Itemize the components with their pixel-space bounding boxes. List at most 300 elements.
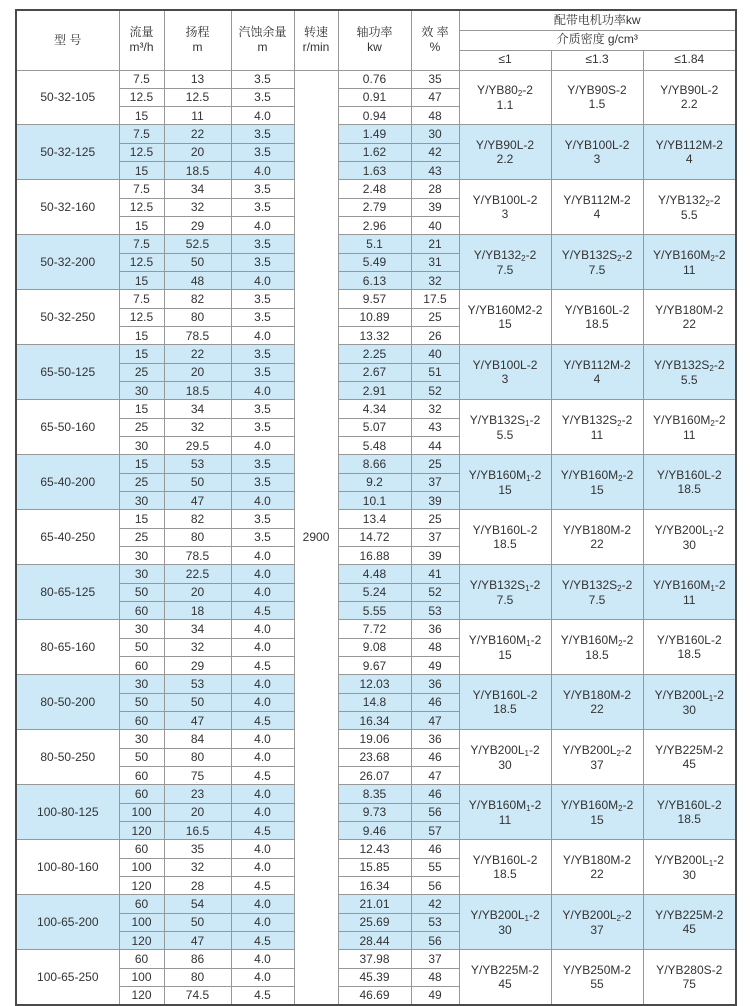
head-cell: 18.5 — [164, 382, 231, 400]
motor-model: Y/YB160L-2 — [656, 468, 722, 483]
motor-kw: 2.2 — [496, 152, 514, 167]
motor-cell — [551, 235, 643, 290]
power-cell: 12.43 — [338, 840, 411, 858]
eff-cell: 43 — [411, 162, 459, 180]
motor-cell — [551, 510, 643, 565]
head-cell: 78.5 — [164, 547, 231, 565]
motor-model: Y/YB132S2-2 — [561, 577, 633, 593]
motor-cell — [643, 895, 736, 950]
motor-cell — [643, 565, 736, 620]
power-cell: 45.39 — [338, 968, 411, 986]
head-cell: 80 — [164, 968, 231, 986]
head-cell: 29.5 — [164, 437, 231, 455]
motor-model: Y/YB160M1-2 — [468, 467, 542, 483]
motor-kw: 18.5 — [493, 537, 517, 552]
table-row — [16, 895, 736, 913]
motor-kw: 5.5 — [496, 427, 514, 442]
motor-cell — [643, 785, 736, 840]
flow-cell: 25 — [119, 528, 164, 546]
motor-kw: 22 — [590, 867, 604, 882]
header-speed-unit: r/min — [302, 40, 330, 55]
head-cell: 50 — [164, 913, 231, 931]
model-cell: 50-32-105 — [16, 70, 119, 125]
eff-cell: 56 — [411, 803, 459, 821]
table-row — [16, 70, 736, 88]
head-cell: 22 — [164, 345, 231, 363]
model-cell: 80-65-125 — [16, 565, 119, 620]
head-cell: 32 — [164, 418, 231, 436]
motor-cell — [643, 70, 736, 125]
motor-model: Y/YB90L-2 — [660, 83, 719, 98]
subscript-digit: 2 — [618, 803, 623, 813]
flow-cell: 25 — [119, 473, 164, 491]
head-cell: 53 — [164, 675, 231, 693]
flow-cell: 30 — [119, 547, 164, 565]
motor-model: Y/YB132S2-2 — [561, 247, 633, 263]
subscript-digit: 2 — [705, 198, 710, 208]
power-cell: 23.68 — [338, 748, 411, 766]
motor-kw: 11 — [683, 427, 696, 442]
npsh-cell: 4.0 — [231, 913, 294, 931]
motor-cell — [459, 675, 551, 730]
head-cell: 34 — [164, 180, 231, 198]
spec-table-header — [16, 10, 736, 70]
head-cell: 80 — [164, 308, 231, 326]
eff-cell: 36 — [411, 675, 459, 693]
motor-model: Y/YB100L-2 — [472, 193, 538, 208]
motor-kw: 7.5 — [496, 592, 514, 607]
subscript-digit: 1 — [525, 418, 530, 428]
head-cell: 32 — [164, 858, 231, 876]
subscript-digit: 1 — [526, 473, 531, 483]
npsh-cell: 4.0 — [231, 968, 294, 986]
motor-cell — [459, 840, 551, 895]
motor-cell — [459, 345, 551, 400]
eff-cell: 32 — [411, 400, 459, 418]
motor-cell — [459, 455, 551, 510]
flow-cell: 30 — [119, 382, 164, 400]
flow-cell: 25 — [119, 363, 164, 381]
motor-cell — [643, 180, 736, 235]
motor-cell — [643, 400, 736, 455]
model-cell: 65-50-125 — [16, 345, 119, 400]
motor-kw: 4 — [593, 372, 601, 387]
head-cell: 50 — [164, 473, 231, 491]
eff-cell: 52 — [411, 382, 459, 400]
power-cell: 10.89 — [338, 308, 411, 326]
npsh-cell: 4.5 — [231, 711, 294, 729]
power-cell: 16.34 — [338, 876, 411, 894]
motor-kw: 4 — [593, 207, 601, 222]
motor-cell — [459, 510, 551, 565]
motor-model: Y/YB160L-2 — [564, 303, 630, 318]
motor-cell — [459, 785, 551, 840]
flow-cell: 15 — [119, 217, 164, 235]
motor-model: Y/YB1322-2 — [473, 247, 537, 263]
subscript-digit: 1 — [526, 803, 531, 813]
power-cell: 9.73 — [338, 803, 411, 821]
motor-kw: 3 — [593, 152, 601, 167]
motor-kw: 18.5 — [493, 867, 517, 882]
power-cell: 12.03 — [338, 675, 411, 693]
power-cell: 21.01 — [338, 895, 411, 913]
flow-cell: 15 — [119, 400, 164, 418]
motor-kw: 18.5 — [585, 317, 609, 332]
table-row — [16, 620, 736, 638]
head-cell: 54 — [164, 895, 231, 913]
power-cell: 4.48 — [338, 565, 411, 583]
npsh-cell: 4.0 — [231, 620, 294, 638]
head-cell: 47 — [164, 711, 231, 729]
motor-model: Y/YB200L2-2 — [562, 907, 632, 923]
flow-cell: 7.5 — [119, 290, 164, 308]
motor-kw: 18.5 — [493, 702, 517, 717]
eff-cell: 47 — [411, 88, 459, 106]
motor-kw: 45 — [682, 922, 696, 937]
motor-model: Y/YB250M-2 — [562, 962, 632, 977]
npsh-cell: 3.5 — [231, 235, 294, 253]
eff-cell: 55 — [411, 858, 459, 876]
flow-cell: 120 — [119, 986, 164, 1004]
motor-model: Y/YB160M2-2 — [560, 467, 634, 483]
eff-cell: 35 — [411, 70, 459, 88]
power-cell: 13.32 — [338, 327, 411, 345]
power-cell: 8.66 — [338, 455, 411, 473]
motor-kw: 5.5 — [680, 207, 698, 222]
head-cell: 74.5 — [164, 986, 231, 1004]
head-cell: 18 — [164, 602, 231, 620]
motor-model: Y/YB160M1-2 — [468, 797, 542, 813]
motor-model: Y/YB90L-2 — [475, 138, 535, 153]
head-cell: 47 — [164, 931, 231, 949]
table-row — [16, 180, 736, 198]
npsh-cell: 3.5 — [231, 70, 294, 88]
table-row — [16, 400, 736, 418]
power-cell: 9.08 — [338, 638, 411, 656]
table-row — [16, 675, 736, 693]
flow-cell: 12.5 — [119, 88, 164, 106]
eff-cell: 37 — [411, 528, 459, 546]
motor-cell — [643, 510, 736, 565]
power-cell: 46.69 — [338, 986, 411, 1004]
npsh-cell: 4.0 — [231, 583, 294, 601]
motor-model: Y/YB160M2-2 — [560, 632, 634, 648]
npsh-cell: 4.5 — [231, 657, 294, 675]
npsh-cell: 3.5 — [231, 363, 294, 381]
model-cell: 100-80-160 — [16, 840, 119, 895]
npsh-cell: 3.5 — [231, 400, 294, 418]
power-cell: 37.98 — [338, 950, 411, 968]
head-cell: 35 — [164, 840, 231, 858]
motor-cell — [551, 455, 643, 510]
npsh-cell: 3.5 — [231, 253, 294, 271]
power-cell: 10.1 — [338, 492, 411, 510]
header-npsh — [231, 10, 294, 70]
motor-kw: 3 — [501, 207, 509, 222]
subscript-digit: 2 — [618, 638, 623, 648]
head-cell: 52.5 — [164, 235, 231, 253]
npsh-cell: 4.0 — [231, 950, 294, 968]
motor-kw: 5.5 — [680, 372, 698, 387]
npsh-cell: 3.5 — [231, 180, 294, 198]
motor-model: Y/YB225M-2 — [655, 743, 724, 758]
motor-kw: 7.5 — [588, 592, 606, 607]
eff-cell: 53 — [411, 913, 459, 931]
power-cell: 5.07 — [338, 418, 411, 436]
motor-model: Y/YB200L1-2 — [470, 742, 540, 758]
header-speed — [294, 10, 338, 70]
flow-cell: 60 — [119, 895, 164, 913]
header-power-unit: kw — [367, 40, 382, 55]
power-cell: 14.72 — [338, 528, 411, 546]
flow-cell: 60 — [119, 711, 164, 729]
motor-model: Y/YB112M-2 — [655, 138, 723, 153]
table-row — [16, 950, 736, 968]
spec-table-body — [16, 70, 736, 1005]
power-cell: 7.72 — [338, 620, 411, 638]
eff-cell: 57 — [411, 821, 459, 839]
power-cell: 2.96 — [338, 217, 411, 235]
motor-kw: 37 — [590, 757, 604, 772]
header-density-le1-84: ≤1.84 — [643, 50, 736, 70]
motor-kw: 18.5 — [677, 647, 701, 662]
motor-kw: 4 — [685, 152, 693, 167]
motor-kw: 30 — [498, 757, 512, 772]
head-cell: 53 — [164, 455, 231, 473]
model-cell: 50-32-250 — [16, 290, 119, 345]
eff-cell: 17.5 — [411, 290, 459, 308]
subscript-digit: 2 — [710, 253, 715, 263]
motor-kw: 37 — [590, 922, 604, 937]
eff-cell: 40 — [411, 217, 459, 235]
head-cell: 82 — [164, 290, 231, 308]
motor-kw: 15 — [498, 482, 512, 497]
motor-model: Y/YB200L1-2 — [654, 852, 724, 868]
npsh-cell: 4.0 — [231, 895, 294, 913]
npsh-cell: 4.0 — [231, 638, 294, 656]
power-cell: 2.79 — [338, 198, 411, 216]
eff-cell: 46 — [411, 693, 459, 711]
subscript-digit: 2 — [616, 748, 621, 758]
motor-cell — [459, 125, 551, 180]
header-model — [16, 10, 119, 70]
subscript-digit: 1 — [524, 913, 529, 923]
npsh-cell: 4.0 — [231, 162, 294, 180]
header-speed-label: 转速 — [303, 24, 328, 39]
motor-model: Y/YB160L-2 — [656, 798, 722, 813]
subscript-digit: 1 — [708, 528, 714, 538]
flow-cell: 15 — [119, 107, 164, 125]
head-cell: 13 — [164, 70, 231, 88]
flow-cell: 12.5 — [119, 143, 164, 161]
model-cell: 65-40-200 — [16, 455, 119, 510]
motor-kw: 22 — [682, 317, 696, 332]
header-row-1 — [16, 10, 736, 30]
flow-cell: 12.5 — [119, 253, 164, 271]
npsh-cell: 4.0 — [231, 382, 294, 400]
motor-model: Y/YB280S-2 — [656, 962, 723, 977]
head-cell: 50 — [164, 693, 231, 711]
npsh-cell: 4.0 — [231, 327, 294, 345]
flow-cell: 100 — [119, 803, 164, 821]
power-cell: 26.07 — [338, 766, 411, 784]
motor-cell — [551, 180, 643, 235]
motor-model: Y/YB90S-2 — [567, 83, 627, 98]
eff-cell: 25 — [411, 510, 459, 528]
power-cell: 2.25 — [338, 345, 411, 363]
motor-model: Y/YB225M-2 — [470, 962, 540, 977]
header-npsh-unit: m — [257, 40, 268, 55]
subscript-digit: 1 — [708, 693, 714, 703]
motor-kw: 11 — [683, 592, 696, 607]
motor-model: Y/YB160M1-2 — [652, 577, 726, 593]
table-row — [16, 730, 736, 748]
motor-cell — [551, 950, 643, 1005]
motor-model: Y/YB180M-2 — [562, 523, 632, 538]
motor-kw: 15 — [590, 812, 604, 827]
npsh-cell: 4.5 — [231, 876, 294, 894]
subscript-digit: 2 — [617, 253, 622, 263]
npsh-cell: 4.0 — [231, 217, 294, 235]
power-cell: 9.57 — [338, 290, 411, 308]
power-cell: 9.46 — [338, 821, 411, 839]
head-cell: 34 — [164, 400, 231, 418]
head-cell: 78.5 — [164, 327, 231, 345]
head-cell: 20 — [164, 803, 231, 821]
npsh-cell: 3.5 — [231, 88, 294, 106]
npsh-cell: 4.0 — [231, 437, 294, 455]
flow-cell: 50 — [119, 638, 164, 656]
motor-cell — [643, 950, 736, 1005]
power-cell: 2.67 — [338, 363, 411, 381]
head-cell: 75 — [164, 766, 231, 784]
header-motor-power-title: 配带电机功率kw — [459, 10, 736, 30]
power-cell: 5.49 — [338, 253, 411, 271]
subscript-digit: 2 — [618, 473, 623, 483]
header-flow-unit: m³/h — [129, 40, 154, 55]
flow-cell: 120 — [119, 931, 164, 949]
npsh-cell: 4.0 — [231, 840, 294, 858]
npsh-cell: 4.0 — [231, 107, 294, 125]
motor-model: Y/YB180M-2 — [655, 303, 724, 318]
subscript-digit: 1 — [525, 583, 530, 593]
motor-model: Y/YB100L-2 — [472, 358, 538, 373]
header-head-label: 扬程 — [185, 24, 210, 39]
eff-cell: 36 — [411, 730, 459, 748]
flow-cell: 50 — [119, 748, 164, 766]
subscript-digit: 2 — [616, 913, 621, 923]
header-eff-label: 效 率 — [421, 24, 449, 39]
motor-cell — [551, 290, 643, 345]
pump-spec-table — [15, 9, 737, 1006]
motor-kw: 75 — [682, 976, 696, 991]
model-cell: 65-40-250 — [16, 510, 119, 565]
motor-kw: 18.5 — [585, 647, 609, 662]
power-cell: 14.8 — [338, 693, 411, 711]
power-cell: 9.2 — [338, 473, 411, 491]
eff-cell: 51 — [411, 363, 459, 381]
head-cell: 18.5 — [164, 162, 231, 180]
table-row — [16, 840, 736, 858]
eff-cell: 49 — [411, 986, 459, 1004]
npsh-cell: 4.0 — [231, 547, 294, 565]
npsh-cell: 3.5 — [231, 198, 294, 216]
npsh-cell: 3.5 — [231, 510, 294, 528]
motor-cell — [459, 730, 551, 785]
table-row — [16, 235, 736, 253]
table-row — [16, 345, 736, 363]
motor-model: Y/YB160M2-2 — [652, 247, 726, 263]
eff-cell: 42 — [411, 143, 459, 161]
head-cell: 80 — [164, 748, 231, 766]
power-cell: 2.48 — [338, 180, 411, 198]
motor-model: Y/YB200L1-2 — [470, 907, 540, 923]
flow-cell: 15 — [119, 327, 164, 345]
npsh-cell: 3.5 — [231, 290, 294, 308]
eff-cell: 41 — [411, 565, 459, 583]
motor-cell — [643, 620, 736, 675]
motor-kw: 30 — [682, 702, 696, 717]
eff-cell: 39 — [411, 547, 459, 565]
model-cell: 50-32-160 — [16, 180, 119, 235]
motor-cell — [551, 565, 643, 620]
motor-kw: 55 — [590, 976, 604, 991]
flow-cell: 60 — [119, 766, 164, 784]
power-cell: 5.24 — [338, 583, 411, 601]
flow-cell: 15 — [119, 162, 164, 180]
header-flow — [119, 10, 164, 70]
flow-cell: 25 — [119, 418, 164, 436]
power-cell: 16.34 — [338, 711, 411, 729]
motor-cell — [551, 840, 643, 895]
eff-cell: 36 — [411, 620, 459, 638]
eff-cell: 46 — [411, 785, 459, 803]
motor-cell — [643, 345, 736, 400]
head-cell: 50 — [164, 253, 231, 271]
eff-cell: 47 — [411, 711, 459, 729]
flow-cell: 60 — [119, 950, 164, 968]
npsh-cell: 4.0 — [231, 492, 294, 510]
eff-cell: 31 — [411, 253, 459, 271]
motor-kw: 18.5 — [677, 812, 701, 827]
motor-kw: 7.5 — [496, 262, 514, 277]
power-cell: 0.94 — [338, 107, 411, 125]
table-row — [16, 565, 736, 583]
npsh-cell: 4.0 — [231, 675, 294, 693]
model-cell: 50-32-200 — [16, 235, 119, 290]
power-cell: 19.06 — [338, 730, 411, 748]
power-cell: 5.55 — [338, 602, 411, 620]
motor-model: Y/YB802-2 — [477, 82, 533, 98]
power-cell: 1.49 — [338, 125, 411, 143]
motor-cell — [551, 895, 643, 950]
motor-cell — [643, 840, 736, 895]
power-cell: 25.69 — [338, 913, 411, 931]
npsh-cell: 4.5 — [231, 766, 294, 784]
motor-kw: 18.5 — [677, 482, 701, 497]
eff-cell: 56 — [411, 876, 459, 894]
head-cell: 12.5 — [164, 88, 231, 106]
motor-kw: 30 — [682, 867, 696, 882]
eff-cell: 37 — [411, 950, 459, 968]
motor-cell — [643, 455, 736, 510]
npsh-cell: 3.5 — [231, 143, 294, 161]
npsh-cell: 4.0 — [231, 565, 294, 583]
model-cell: 100-65-200 — [16, 895, 119, 950]
motor-cell — [643, 235, 736, 290]
motor-kw: 11 — [498, 812, 512, 827]
header-head — [164, 10, 231, 70]
